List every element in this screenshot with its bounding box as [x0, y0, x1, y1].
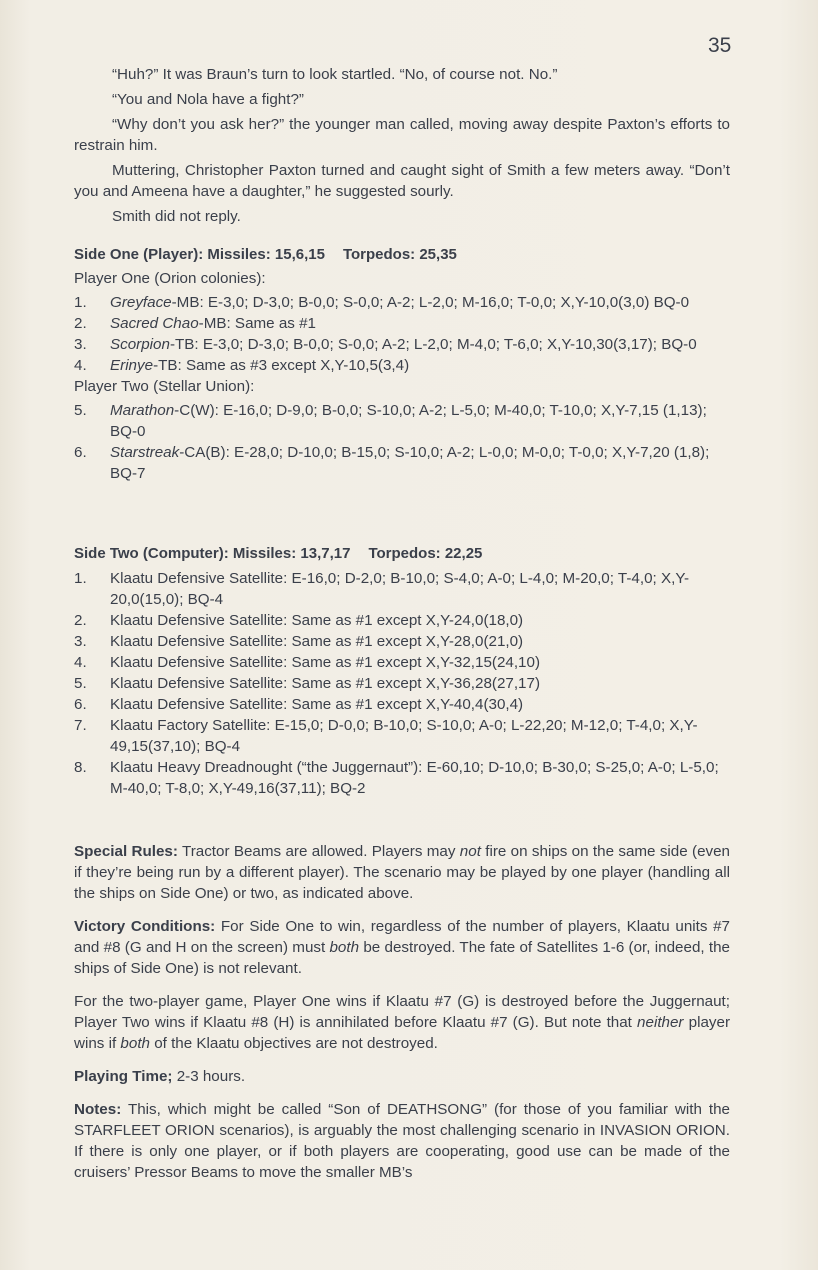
ship-name: Starstreak [110, 444, 180, 461]
story-paragraph: “Huh?” It was Braun’s turn to look startled. “No, of course not. No.” [112, 66, 558, 83]
story-paragraph: Muttering, Christopher Paxton turned and caught sight of Smith a few meters away. “Don’t you and Ameena have a daughter,” he suggested sourly. [74, 162, 730, 200]
item-number: 8. [74, 759, 87, 776]
unit-stats: Klaatu Heavy Dreadnought (“the Juggernaut”): E-60,10; D-10,0; B-30,0; S-25,0; A-0; L-5,0; M-40,0; T-8,0; X,Y-49,16(37,11); BQ-2 [110, 759, 719, 797]
ship-stats: -TB: Same as #3 except X,Y-10,5(3,4) [153, 357, 410, 374]
list-item [74, 292, 730, 313]
victory-emphasis: both [329, 939, 360, 956]
special-rules-text: Tractor Beams are allowed. Players may [177, 843, 460, 860]
unit-stats: Klaatu Defensive Satellite: Same as #1 except X,Y-32,15(24,10) [110, 654, 541, 671]
item-number: 3. [74, 336, 87, 353]
unit-stats: Klaatu Defensive Satellite: Same as #1 except X,Y-28,0(21,0) [110, 633, 524, 650]
item-number: 5. [74, 675, 87, 692]
item-number: 5. [74, 402, 87, 419]
special-rules-text: fire on ships on the same side (even if they’re being run by a different player). The scenario may be played by one player (handling all the ships on Side One) or two, as indicated above. [74, 843, 731, 902]
ship-stats: -MB: E-3,0; D-3,0; B-0,0; S-0,0; A-2; L-2,0; M-16,0; T-0,0; X,Y-10,0(3,0) BQ-0 [171, 294, 690, 311]
list-item [74, 313, 730, 334]
ship-stats: -CA(B): E-28,0; D-10,0; B-15,0; S-10,0; A-2; L-0,0; M-0,0; T-0,0; X,Y-7,20 (1,8); BQ-7 [110, 444, 710, 482]
side-two-missiles: Side Two (Computer): Missiles: 13,7,17 [74, 545, 351, 562]
playing-time-value: 2-3 hours. [172, 1068, 246, 1085]
two-player-text: For the two-player game, Player One wins if Klaatu #7 (G) is destroyed before the Juggernaut; Player Two wins if Klaatu #8 (H) is annihilated before Klaatu #7 (G). But note that [74, 993, 730, 1031]
story-paragraph: Smith did not reply. [112, 208, 241, 225]
list-item [74, 355, 730, 376]
ship-stats: -TB: E-3,0; D-3,0; B-0,0; S-0,0; A-2; L-2,0; M-4,0; T-6,0; X,Y-10,30(3,17); BQ-0 [169, 336, 697, 353]
player-two-label: Player Two (Stellar Union): [74, 378, 255, 395]
item-number: 1. [74, 294, 87, 311]
two-player-emphasis: both [120, 1035, 150, 1052]
side-one-missiles: Side One (Player): Missiles: 15,6,15 [74, 246, 325, 263]
two-player-text: of the Klaatu objectives are not destroyed. [149, 1035, 438, 1052]
notes-paragraph [74, 1099, 730, 1183]
story-paragraph: “Why don’t you ask her?” the younger man called, moving away despite Paxton’s efforts to restrain him. [74, 116, 730, 154]
side-one-section [74, 244, 730, 484]
ship-name: Scorpion [110, 336, 170, 353]
list-item [74, 400, 730, 442]
list-item [74, 673, 730, 694]
two-player-text: player wins if [74, 1014, 730, 1052]
victory-text: For Side One to win, regardless of the number of players, Klaatu units #7 and #8 (G and H on the screen) must [74, 918, 730, 956]
ship-stats: -MB: Same as #1 [198, 315, 316, 332]
item-number: 1. [74, 570, 87, 587]
special-rules-paragraph [74, 841, 730, 904]
item-number: 3. [74, 633, 87, 650]
unit-stats: Klaatu Defensive Satellite: Same as #1 except X,Y-36,28(27,17) [110, 675, 541, 692]
notes-text: This, which might be called “Son of DEATHSONG” (for those of you familiar with the STARFLEET ORION scenarios), is arguably the most challenging scenario in INVASION ORION. If there is only one player, or if both players are cooperating, good use can be made of the cruisers’ Pressor Beams to move the smaller MB’s [74, 1101, 730, 1181]
list-item [74, 757, 730, 799]
playing-time-paragraph [74, 1066, 730, 1087]
special-rules-emphasis: not [459, 843, 481, 860]
story-paragraph: “You and Nola have a fight?” [112, 91, 304, 108]
two-player-paragraph [74, 991, 730, 1054]
item-number: 4. [74, 654, 87, 671]
item-number: 7. [74, 717, 87, 734]
item-number: 4. [74, 357, 87, 374]
unit-stats: Klaatu Defensive Satellite: E-16,0; D-2,0; B-10,0; S-4,0; A-0; L-4,0; M-20,0; T-4,0; X,Y-20,0(15,0); BQ-4 [110, 570, 690, 608]
player-two-list [74, 400, 730, 484]
list-item [74, 334, 730, 355]
side-two-section [74, 543, 730, 799]
ship-name: Erinye [110, 357, 154, 374]
side-two-heading [74, 543, 730, 564]
item-number: 6. [74, 696, 87, 713]
playing-time-label: Playing Time; [74, 1068, 173, 1085]
unit-stats: Klaatu Defensive Satellite: Same as #1 except X,Y-24,0(18,0) [110, 612, 524, 629]
side-one-heading [74, 244, 730, 265]
list-item [74, 568, 730, 610]
victory-text: be destroyed. The fate of Satellites 1-6 (or, indeed, the ships of Side One) is not relevant. [74, 939, 730, 977]
ship-name: Sacred Chao [110, 315, 199, 332]
list-item [74, 652, 730, 673]
ship-name: Marathon [110, 402, 175, 419]
notes-label: Notes: [74, 1101, 122, 1118]
unit-stats: Klaatu Factory Satellite: E-15,0; D-0,0; B-10,0; S-10,0; A-0; L-22,20; M-12,0; T-4,0; X,Y-49,15(37,10); BQ-4 [110, 717, 698, 755]
item-number: 2. [74, 612, 87, 629]
list-item [74, 631, 730, 652]
two-player-emphasis: neither [637, 1014, 684, 1031]
player-one-list [74, 292, 730, 376]
ship-stats: -C(W): E-16,0; D-9,0; B-0,0; S-10,0; A-2; L-5,0; M-40,0; T-10,0; X,Y-7,15 (1,13); BQ-0 [110, 402, 707, 440]
special-rules-label: Special Rules: [74, 843, 178, 860]
unit-stats: Klaatu Defensive Satellite: Same as #1 except X,Y-40,4(30,4) [110, 696, 524, 713]
rules-section [74, 841, 730, 1183]
list-item [74, 442, 730, 484]
computer-list [74, 568, 730, 799]
side-two-torpedos: Torpedos: 22,25 [368, 545, 483, 562]
list-item [74, 694, 730, 715]
side-one-torpedos: Torpedos: 25,35 [342, 246, 457, 263]
item-number: 2. [74, 315, 87, 332]
item-number: 6. [74, 444, 87, 461]
story-section [74, 64, 730, 227]
victory-conditions-label: Victory Conditions: [74, 918, 216, 935]
page-number: 35 [708, 34, 732, 57]
list-item [74, 610, 730, 631]
player-one-label: Player One (Orion colonies): [74, 270, 266, 287]
list-item [74, 715, 730, 757]
victory-conditions-paragraph [74, 916, 730, 979]
ship-name: Greyface [110, 294, 172, 311]
